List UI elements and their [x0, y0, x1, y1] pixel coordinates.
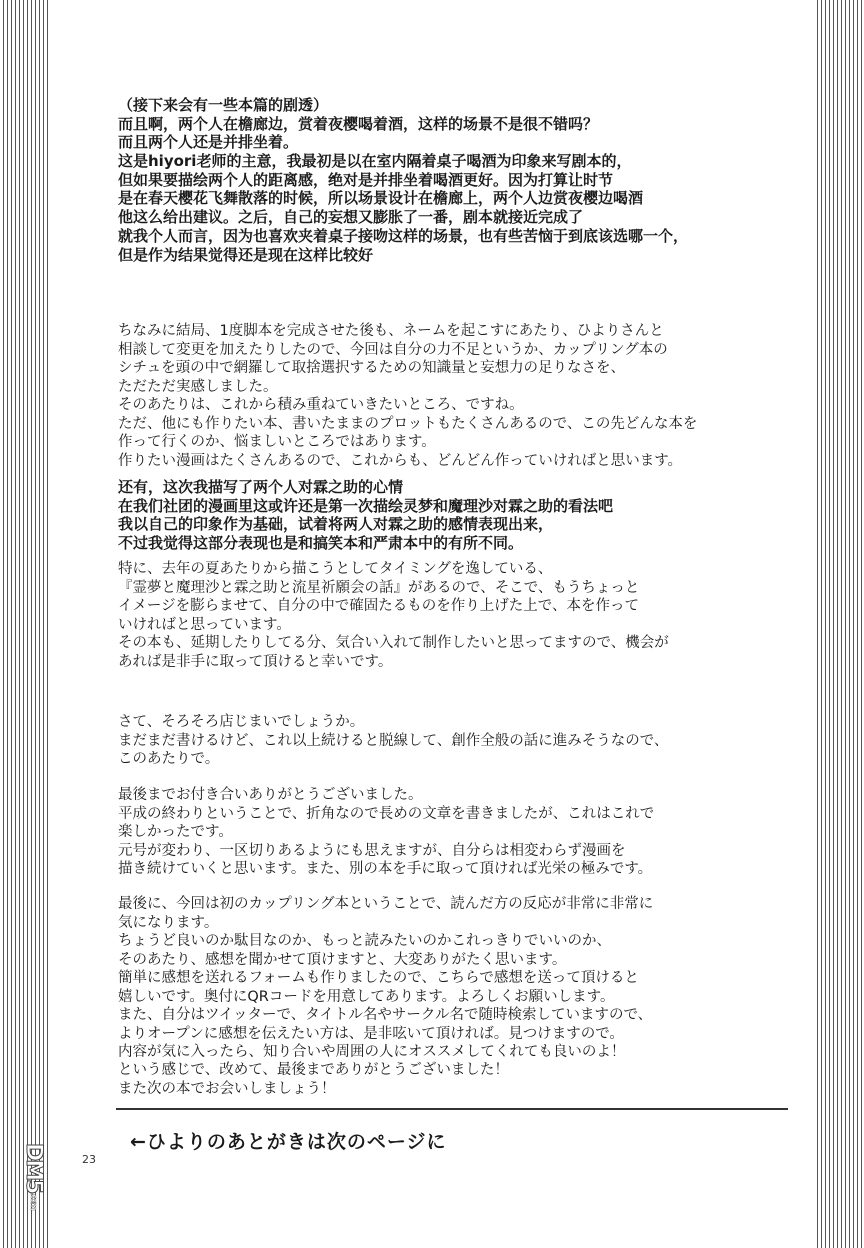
text-line: シチュを頭の中で網羅して取捨選択するための知識量と妄想力の足りなさを、 — [118, 360, 626, 376]
chinese-paragraph-2 — [118, 478, 758, 553]
text-line: 平成の終わりということで、折角なので長めの文章を書きましたが、これはこれで — [118, 805, 655, 822]
text-line: 而且两个人还是并排坐着。 — [118, 133, 299, 152]
text-line: 『霊夢と魔理沙と霖之助と流星祈願会の話』があるので、そこで、もうちょっと — [118, 579, 640, 596]
text-line: 是在春天樱花飞舞散落的时候，所以场景设计在檐廊上，两个人边赏夜樱边喝酒 — [118, 189, 644, 208]
text-line: 元号が変わり、一区切りあるようにも思えますが、自分らは相変わらず漫画を — [118, 842, 626, 859]
watermark-logo — [12, 1143, 46, 1223]
japanese-paragraph-4 — [118, 786, 758, 879]
text-line: あれば是非手に取って頂けると幸いです。 — [118, 653, 393, 670]
text-line: このあたりで。 — [118, 751, 220, 767]
text-line: 而且啊，两个人在檐廊边，赏着夜樱喝着酒，这样的场景不是很不错吗？ — [118, 114, 599, 133]
text-line: 楽しかったです。 — [118, 824, 233, 840]
page-number: 23 — [82, 1153, 96, 1166]
text-line: （接下来会有一些本篇的剧透） — [118, 96, 329, 114]
text-line: さて、そろそろ店じまいでしょうか。 — [118, 714, 365, 730]
text-line: 还有，这次我描写了两个人对霖之助的心情 — [118, 478, 404, 496]
right-margin-lines — [814, 0, 864, 1248]
text-line: イメージを膨らませて、自分の中で確固たるものを作り上げた上で、本を作って — [118, 598, 639, 614]
text-line: 描き続けていくと思います。また、別の本を手に取って頂ければ光栄の極みです。 — [118, 861, 653, 877]
text-line: 特に、去年の夏あたりから描こうとしてタイミングを逸している、 — [118, 561, 553, 577]
text-line: 最後までお付き合いありがとうございました。 — [118, 787, 423, 803]
text-line: 但是作为结果觉得还是现在这样比较好 — [118, 245, 374, 264]
text-line: 就我个人而言，因为也喜欢夹着桌子接吻这样的场景，也有些苦恼于到底该选哪一个， — [118, 226, 689, 245]
japanese-paragraph-6 — [118, 1061, 758, 1098]
text-line: という感じで、改めて、最後までありがとうございました！ — [118, 1062, 509, 1078]
japanese-paragraph-2 — [118, 560, 758, 671]
text-line: そのあたり、感想を聞かせて頂けますと、大変ありがたく思います。 — [118, 951, 567, 968]
text-line: いければと思っています。 — [118, 616, 291, 633]
text-line: ちなみに結局、1度脚本を完成させた後も、ネームを起こすにあたり、ひよりさんと — [118, 323, 664, 339]
text-line: 这是hiyori老师的主意，我最初是以在室内隔着桌子喝酒为印象来写剧本的， — [118, 152, 632, 171]
text-line: まだまだ書けるけど、これ以上続けると脱線して、創作全般の話に進みそうなので、 — [118, 732, 669, 749]
text-line: ただただ実感しました。 — [118, 378, 278, 395]
text-line: 作って行くのか、悩ましいところではあります。 — [118, 434, 436, 450]
text-line: その本も、延期したりしてる分、気合い入れて制作したいと思ってますので、機会が — [118, 635, 669, 651]
footer-divider — [116, 1108, 788, 1110]
text-line: 嬉しいです。奥付にQRコードを用意してあります。よろしくお願いします。 — [118, 988, 615, 1005]
japanese-paragraph-3 — [118, 713, 758, 769]
watermark-sub: .com — [28, 1192, 38, 1209]
text-line: 気になります。 — [118, 914, 219, 931]
text-line: また次の本でお会いしましょう！ — [118, 1080, 336, 1097]
chinese-paragraph-1 — [118, 96, 758, 264]
text-line: 簡単に感想を送れるフォームも作りましたので、こちらで感想を送って頂けると — [118, 970, 639, 986]
text-line: ちょうど良いのか駄目なのか、もっと読みたいのかこれっきりでいいのか、 — [118, 933, 611, 949]
text-line: 作りたい漫画はたくさんあるので、これからも、どんどん作っていければと思います。 — [118, 452, 683, 469]
text-line: 在我们社团的漫画里这或许还是第一次描绘灵梦和魔理沙对霖之助的看法吧 — [118, 496, 614, 515]
text-line: また、自分はツイッターで、タイトル名やサークル名で随時検索していますので、 — [118, 1007, 653, 1023]
text-line: ただ、他にも作りたい本、書いたままのプロットもたくさんあるので、この先どんな本を — [118, 415, 698, 432]
text-line: 内容が気に入ったら、知り合いや周囲の人にオススメしてくれても良いのよ！ — [118, 1044, 626, 1060]
text-line: 他这么给出建议。之后，自己的妄想又膨胀了一番，剧本就接近完成了 — [118, 208, 584, 227]
text-line: そのあたりは、これから積み重ねていきたいところ、ですね。 — [118, 397, 524, 413]
text-line: 不过我觉得这部分表现也是和搞笑本和严肃本中的有所不同。 — [118, 534, 524, 553]
japanese-paragraph-1 — [118, 322, 758, 470]
text-line: 相談して変更を加えたりしたので、今回は自分の力不足というか、カップリング本の — [118, 341, 668, 358]
next-page-note: ←ひよりのあとがきは次のページに — [130, 1131, 447, 1153]
watermark-main: DM5 — [21, 1143, 46, 1193]
text-line: よりオープンに感想を伝えたい方は、是非呟いて頂ければ。見つけますので。 — [118, 1025, 624, 1042]
text-line: 但如果要描绘两个人的距离感，绝对是并排坐着喝酒更好。因为打算让时节 — [118, 170, 614, 189]
japanese-paragraph-5 — [118, 895, 758, 1062]
text-line: 我以自己的印象作为基础，试着将两人对霖之助的感情表现出来， — [118, 515, 554, 534]
text-line: 最後に、今回は初のカップリング本ということで、読んだ方の反応が非常に非常に — [118, 896, 654, 912]
left-margin-lines — [0, 0, 50, 1248]
